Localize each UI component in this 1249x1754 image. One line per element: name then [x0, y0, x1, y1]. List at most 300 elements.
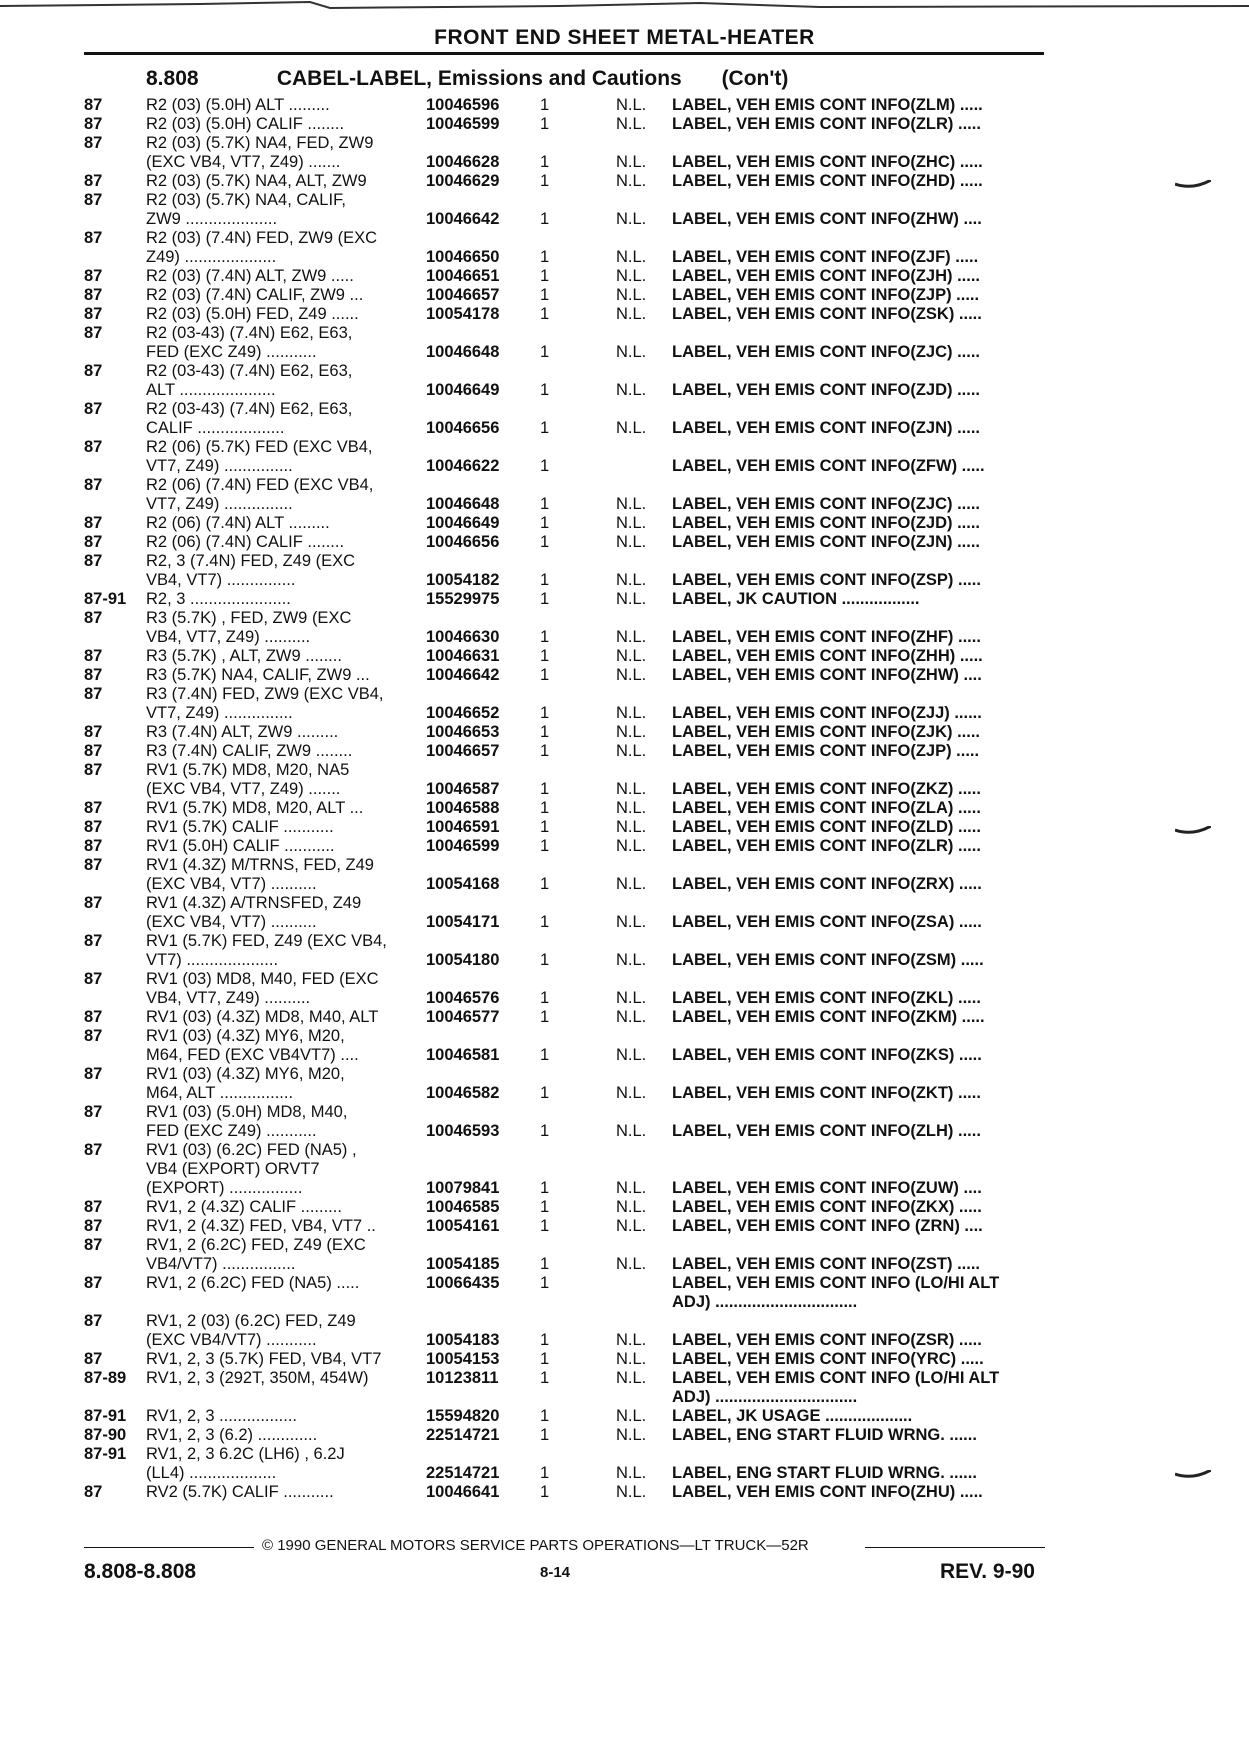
description-cell: ALT ..................... — [146, 381, 276, 399]
parts-row — [0, 970, 1249, 989]
part-name-cell: LABEL, VEH EMIS CONT INFO(ZHW) .... — [672, 666, 982, 684]
parts-row — [0, 818, 1249, 837]
year-cell: 87 — [84, 514, 103, 532]
quantity-cell: 1 — [540, 780, 550, 798]
nl-cell: N.L. — [616, 1217, 647, 1235]
part-name-cell: LABEL, ENG START FLUID WRNG. ...... — [672, 1464, 977, 1482]
parts-row — [0, 875, 1249, 894]
part-name-cell: LABEL, VEH EMIS CONT INFO(ZJP) ..... — [672, 286, 980, 304]
part-name-cell: ADJ) ............................... — [672, 1293, 858, 1311]
section-range: 8.808-8.808 — [84, 1560, 197, 1583]
year-cell: 87 — [84, 191, 103, 209]
description-cell: R2 (03) (7.4N) FED, ZW9 (EXC — [146, 229, 378, 247]
section-cont: (Con't) — [721, 67, 789, 90]
parts-row — [0, 495, 1249, 514]
part-name-cell: LABEL, VEH EMIS CONT INFO(ZLR) ..... — [672, 115, 981, 133]
scan-artifact — [0, 0, 1249, 14]
part-name-cell: LABEL, VEH EMIS CONT INFO(ZKT) ..... — [672, 1084, 981, 1102]
parts-row — [0, 1407, 1249, 1426]
nl-cell: N.L. — [616, 989, 647, 1007]
part-number-cell: 10046649 — [426, 381, 500, 399]
quantity-cell: 1 — [540, 115, 550, 133]
parts-row — [0, 1388, 1249, 1407]
year-cell: 87 — [84, 1274, 103, 1292]
part-number-cell: 10046641 — [426, 1483, 500, 1501]
description-cell: VB4/VT7) ................ — [146, 1255, 296, 1273]
description-cell: RV1 (03) (4.3Z) MY6, M20, — [146, 1027, 345, 1045]
year-cell: 87-91 — [84, 590, 127, 608]
part-number-cell: 10046585 — [426, 1198, 500, 1216]
part-name-cell: LABEL, VEH EMIS CONT INFO(ZHD) ..... — [672, 172, 983, 190]
part-number-cell: 10046587 — [426, 780, 500, 798]
part-number-cell: 10054180 — [426, 951, 500, 969]
description-cell: R2 (06) (7.4N) CALIF ........ — [146, 533, 345, 551]
quantity-cell: 1 — [540, 267, 550, 285]
description-cell: CALIF ................... — [146, 419, 285, 437]
quantity-cell: 1 — [540, 381, 550, 399]
scan-mark — [1175, 1470, 1211, 1480]
nl-cell: N.L. — [616, 1255, 647, 1273]
quantity-cell: 1 — [540, 1217, 550, 1235]
nl-cell: N.L. — [616, 1350, 647, 1368]
part-name-cell: LABEL, VEH EMIS CONT INFO(ZJJ) ...... — [672, 704, 982, 722]
parts-row — [0, 1331, 1249, 1350]
part-number-cell: 10046653 — [426, 723, 500, 741]
part-number-cell: 10046581 — [426, 1046, 500, 1064]
year-cell: 87-91 — [84, 1407, 127, 1425]
parts-row — [0, 1008, 1249, 1027]
parts-row — [0, 172, 1249, 191]
part-number-cell: 10123811 — [426, 1369, 499, 1387]
year-cell: 87 — [84, 267, 103, 285]
quantity-cell: 1 — [540, 210, 550, 228]
part-name-cell: LABEL, JK CAUTION ................. — [672, 590, 920, 608]
parts-row — [0, 609, 1249, 628]
quantity-cell: 1 — [540, 286, 550, 304]
year-cell: 87 — [84, 894, 103, 912]
part-number-cell: 10046599 — [426, 837, 500, 855]
quantity-cell: 1 — [540, 1464, 550, 1482]
quantity-cell: 1 — [540, 1084, 550, 1102]
description-cell: RV1 (03) MD8, M40, FED (EXC — [146, 970, 379, 988]
page-title: FRONT END SHEET METAL-HEATER — [434, 26, 815, 49]
nl-cell: N.L. — [616, 780, 647, 798]
quantity-cell: 1 — [540, 742, 550, 760]
description-cell: R2 (03-43) (7.4N) E62, E63, — [146, 362, 353, 380]
nl-cell: N.L. — [616, 1198, 647, 1216]
parts-row — [0, 1350, 1249, 1369]
parts-row — [0, 913, 1249, 932]
parts-row — [0, 1065, 1249, 1084]
nl-cell: N.L. — [616, 210, 647, 228]
quantity-cell: 1 — [540, 704, 550, 722]
part-number-cell: 10046648 — [426, 495, 500, 513]
nl-cell: N.L. — [616, 742, 647, 760]
description-cell: R3 (7.4N) CALIF, ZW9 ........ — [146, 742, 353, 760]
nl-cell: N.L. — [616, 381, 647, 399]
parts-row — [0, 894, 1249, 913]
parts-row — [0, 1483, 1249, 1502]
part-number-cell: 10046650 — [426, 248, 500, 266]
nl-cell: N.L. — [616, 305, 647, 323]
footer-rule — [84, 1547, 254, 1548]
part-number-cell: 10046588 — [426, 799, 500, 817]
nl-cell: N.L. — [616, 1483, 647, 1501]
part-name-cell: LABEL, VEH EMIS CONT INFO(ZKM) ..... — [672, 1008, 985, 1026]
parts-row — [0, 742, 1249, 761]
year-cell: 87 — [84, 1350, 103, 1368]
description-cell: VT7, Z49) ............... — [146, 704, 293, 722]
nl-cell: N.L. — [616, 723, 647, 741]
part-number-cell: 10046576 — [426, 989, 500, 1007]
year-cell: 87 — [84, 172, 103, 190]
quantity-cell: 1 — [540, 1122, 550, 1140]
part-name-cell: LABEL, VEH EMIS CONT INFO(ZSM) ..... — [672, 951, 984, 969]
parts-row — [0, 248, 1249, 267]
parts-row — [0, 419, 1249, 438]
part-name-cell: LABEL, VEH EMIS CONT INFO(ZSA) ..... — [672, 913, 982, 931]
parts-row — [0, 305, 1249, 324]
part-name-cell: LABEL, VEH EMIS CONT INFO(ZLH) ..... — [672, 1122, 981, 1140]
quantity-cell: 1 — [540, 153, 550, 171]
part-name-cell: LABEL, VEH EMIS CONT INFO(ZJN) ..... — [672, 533, 981, 551]
year-cell: 87 — [84, 723, 103, 741]
nl-cell: N.L. — [616, 1407, 647, 1425]
description-cell: RV1 (03) (5.0H) MD8, M40, — [146, 1103, 348, 1121]
description-cell: (EXC VB4, VT7) .......... — [146, 913, 317, 931]
part-name-cell: LABEL, VEH EMIS CONT INFO (LO/HI ALT — [672, 1369, 1000, 1387]
year-cell: 87 — [84, 134, 103, 152]
parts-row — [0, 1027, 1249, 1046]
description-cell: RV2 (5.7K) CALIF ........... — [146, 1483, 334, 1501]
nl-cell: N.L. — [616, 1369, 647, 1387]
section-number: 8.808 — [146, 67, 199, 90]
nl-cell: N.L. — [616, 533, 647, 551]
part-name-cell: LABEL, VEH EMIS CONT INFO (ZRN) .... — [672, 1217, 983, 1235]
year-cell: 87 — [84, 286, 103, 304]
quantity-cell: 1 — [540, 989, 550, 1007]
description-cell: ZW9 .................... — [146, 210, 278, 228]
nl-cell: N.L. — [616, 1008, 647, 1026]
parts-row — [0, 761, 1249, 780]
parts-row — [0, 476, 1249, 495]
parts-row — [0, 1160, 1249, 1179]
description-cell: RV1, 2 (4.3Z) FED, VB4, VT7 .. — [146, 1217, 376, 1235]
parts-row — [0, 837, 1249, 856]
nl-cell: N.L. — [616, 343, 647, 361]
description-cell: RV1, 2 (4.3Z) CALIF ......... — [146, 1198, 342, 1216]
year-cell: 87 — [84, 362, 103, 380]
parts-row — [0, 1217, 1249, 1236]
nl-cell: N.L. — [616, 818, 647, 836]
parts-row — [0, 438, 1249, 457]
part-number-cell: 10046599 — [426, 115, 500, 133]
year-cell: 87 — [84, 305, 103, 323]
nl-cell: N.L. — [616, 628, 647, 646]
part-number-cell: 15529975 — [426, 590, 500, 608]
year-cell: 87 — [84, 1483, 103, 1501]
parts-list — [0, 96, 1249, 1502]
description-cell: (EXC VB4, VT7) .......... — [146, 875, 317, 893]
year-cell: 87 — [84, 1008, 103, 1026]
part-number-cell: 10046596 — [426, 96, 500, 114]
year-cell: 87 — [84, 1027, 103, 1045]
description-cell: R3 (5.7K) , FED, ZW9 (EXC — [146, 609, 352, 627]
part-name-cell: LABEL, VEH EMIS CONT INFO(ZHH) ..... — [672, 647, 983, 665]
nl-cell: N.L. — [616, 647, 647, 665]
part-number-cell: 10046642 — [426, 210, 500, 228]
part-name-cell: LABEL, VEH EMIS CONT INFO(ZJD) ..... — [672, 381, 981, 399]
parts-row — [0, 324, 1249, 343]
description-cell: RV1, 2, 3 (6.2) ............. — [146, 1426, 318, 1444]
quantity-cell: 1 — [540, 248, 550, 266]
description-cell: R2 (06) (7.4N) FED (EXC VB4, — [146, 476, 374, 494]
quantity-cell: 1 — [540, 1198, 550, 1216]
page-number: 8-14 — [540, 1564, 571, 1581]
quantity-cell: 1 — [540, 96, 550, 114]
part-number-cell: 10054182 — [426, 571, 500, 589]
parts-row — [0, 191, 1249, 210]
part-number-cell: 15594820 — [426, 1407, 500, 1425]
year-cell: 87-90 — [84, 1426, 127, 1444]
part-number-cell: 10046629 — [426, 172, 500, 190]
description-cell: RV1, 2, 3 (5.7K) FED, VB4, VT7 — [146, 1350, 382, 1368]
part-name-cell: LABEL, VEH EMIS CONT INFO(ZJP) ..... — [672, 742, 980, 760]
parts-row — [0, 1445, 1249, 1464]
description-cell: R2 (03) (5.0H) CALIF ........ — [146, 115, 345, 133]
quantity-cell: 1 — [540, 533, 550, 551]
parts-row — [0, 856, 1249, 875]
part-number-cell: 10046649 — [426, 514, 500, 532]
part-name-cell: LABEL, VEH EMIS CONT INFO(ZUW) .... — [672, 1179, 982, 1197]
description-cell: R2 (03) (5.7K) NA4, FED, ZW9 — [146, 134, 374, 152]
parts-row — [0, 115, 1249, 134]
parts-row — [0, 1198, 1249, 1217]
nl-cell: N.L. — [616, 172, 647, 190]
quantity-cell: 1 — [540, 818, 550, 836]
part-name-cell: LABEL, VEH EMIS CONT INFO(ZRX) ..... — [672, 875, 982, 893]
quantity-cell: 1 — [540, 951, 550, 969]
quantity-cell: 1 — [540, 1426, 550, 1444]
part-number-cell: 10046628 — [426, 153, 500, 171]
quantity-cell: 1 — [540, 1350, 550, 1368]
nl-cell: N.L. — [616, 704, 647, 722]
nl-cell: N.L. — [616, 590, 647, 608]
description-cell: VB4, VT7, Z49) .......... — [146, 989, 311, 1007]
part-name-cell: LABEL, VEH EMIS CONT INFO(ZFW) ..... — [672, 457, 985, 475]
description-cell: RV1, 2 (6.2C) FED, Z49 (EXC — [146, 1236, 366, 1254]
part-name-cell: LABEL, VEH EMIS CONT INFO(ZJK) ..... — [672, 723, 981, 741]
parts-row — [0, 1084, 1249, 1103]
quantity-cell: 1 — [540, 1483, 550, 1501]
quantity-cell: 1 — [540, 875, 550, 893]
quantity-cell: 1 — [540, 799, 550, 817]
description-cell: FED (EXC Z49) ........... — [146, 343, 317, 361]
quantity-cell: 1 — [540, 628, 550, 646]
year-cell: 87 — [84, 476, 103, 494]
year-cell: 87 — [84, 324, 103, 342]
description-cell: VT7, Z49) ............... — [146, 495, 293, 513]
year-cell: 87 — [84, 1198, 103, 1216]
part-name-cell: LABEL, VEH EMIS CONT INFO(ZJF) ..... — [672, 248, 979, 266]
nl-cell: N.L. — [616, 286, 647, 304]
year-cell: 87 — [84, 1312, 103, 1330]
part-name-cell: LABEL, VEH EMIS CONT INFO(ZLA) ..... — [672, 799, 981, 817]
parts-row — [0, 647, 1249, 666]
description-cell: R2 (03) (7.4N) CALIF, ZW9 ... — [146, 286, 364, 304]
description-cell: VB4 (EXPORT) ORVT7 — [146, 1160, 320, 1178]
description-cell: R3 (5.7K) , ALT, ZW9 ........ — [146, 647, 342, 665]
description-cell: VB4, VT7, Z49) .......... — [146, 628, 311, 646]
quantity-cell: 1 — [540, 1407, 550, 1425]
part-number-cell: 10046656 — [426, 419, 500, 437]
part-number-cell: 10046593 — [426, 1122, 500, 1140]
year-cell: 87 — [84, 685, 103, 703]
parts-row — [0, 590, 1249, 609]
nl-cell: N.L. — [616, 115, 647, 133]
description-cell: RV1 (03) (4.3Z) MD8, M40, ALT — [146, 1008, 379, 1026]
parts-row — [0, 267, 1249, 286]
parts-row — [0, 153, 1249, 172]
year-cell: 87 — [84, 818, 103, 836]
parts-row — [0, 286, 1249, 305]
description-cell: VB4, VT7) ............... — [146, 571, 296, 589]
nl-cell: N.L. — [616, 514, 647, 532]
quantity-cell: 1 — [540, 1008, 550, 1026]
footer-rule — [865, 1547, 1045, 1548]
part-name-cell: LABEL, VEH EMIS CONT INFO(ZSR) ..... — [672, 1331, 982, 1349]
parts-row — [0, 400, 1249, 419]
part-number-cell: 10046652 — [426, 704, 500, 722]
description-cell: R2 (03) (5.0H) FED, Z49 ...... — [146, 305, 359, 323]
description-cell: RV1 (5.7K) CALIF ........... — [146, 818, 334, 836]
nl-cell: N.L. — [616, 1331, 647, 1349]
section-header — [146, 67, 788, 91]
parts-row — [0, 1274, 1249, 1293]
parts-row — [0, 1312, 1249, 1331]
part-name-cell: LABEL, VEH EMIS CONT INFO(YRC) ..... — [672, 1350, 984, 1368]
quantity-cell: 1 — [540, 1255, 550, 1273]
year-cell: 87 — [84, 1236, 103, 1254]
part-name-cell: LABEL, VEH EMIS CONT INFO(ZHF) ..... — [672, 628, 981, 646]
quantity-cell: 1 — [540, 723, 550, 741]
description-cell: R2 (06) (7.4N) ALT ......... — [146, 514, 330, 532]
year-cell: 87 — [84, 970, 103, 988]
year-cell: 87 — [84, 1141, 103, 1159]
description-cell: R2 (03) (7.4N) ALT, ZW9 ..... — [146, 267, 354, 285]
description-cell: RV1, 2 (03) (6.2C) FED, Z49 — [146, 1312, 356, 1330]
parts-row — [0, 1122, 1249, 1141]
year-cell: 87-89 — [84, 1369, 127, 1387]
part-name-cell: LABEL, VEH EMIS CONT INFO(ZKX) ..... — [672, 1198, 982, 1216]
description-cell: R2 (03-43) (7.4N) E62, E63, — [146, 400, 353, 418]
year-cell: 87 — [84, 647, 103, 665]
description-cell: R2, 3 ...................... — [146, 590, 291, 608]
year-cell: 87 — [84, 761, 103, 779]
description-cell: R2 (06) (5.7K) FED (EXC VB4, — [146, 438, 373, 456]
nl-cell: N.L. — [616, 875, 647, 893]
year-cell: 87 — [84, 533, 103, 551]
part-number-cell: 10054183 — [426, 1331, 500, 1349]
parts-row — [0, 780, 1249, 799]
year-cell: 87 — [84, 552, 103, 570]
part-name-cell: LABEL, VEH EMIS CONT INFO(ZLM) ..... — [672, 96, 983, 114]
year-cell: 87 — [84, 400, 103, 418]
part-name-cell: LABEL, VEH EMIS CONT INFO (LO/HI ALT — [672, 1274, 1000, 1292]
quantity-cell: 1 — [540, 647, 550, 665]
nl-cell: N.L. — [616, 1464, 647, 1482]
quantity-cell: 1 — [540, 837, 550, 855]
description-cell: R2 (03-43) (7.4N) E62, E63, — [146, 324, 353, 342]
year-cell: 87 — [84, 1217, 103, 1235]
description-cell: R2 (03) (5.7K) NA4, CALIF, — [146, 191, 346, 209]
part-number-cell: 22514721 — [426, 1464, 500, 1482]
description-cell: RV1, 2, 3 ................. — [146, 1407, 298, 1425]
quantity-cell: 1 — [540, 343, 550, 361]
nl-cell: N.L. — [616, 1046, 647, 1064]
nl-cell: N.L. — [616, 1179, 647, 1197]
description-cell: RV1 (03) (6.2C) FED (NA5) , — [146, 1141, 357, 1159]
parts-row — [0, 1179, 1249, 1198]
quantity-cell: 1 — [540, 1179, 550, 1197]
parts-row — [0, 1464, 1249, 1483]
part-number-cell: 10054171 — [426, 913, 500, 931]
description-cell: R3 (7.4N) FED, ZW9 (EXC VB4, — [146, 685, 384, 703]
description-cell: (EXC VB4/VT7) ........... — [146, 1331, 317, 1349]
description-cell: (EXC VB4, VT7, Z49) ....... — [146, 153, 341, 171]
title-rule — [84, 52, 1044, 55]
nl-cell: N.L. — [616, 495, 647, 513]
part-number-cell: 10046642 — [426, 666, 500, 684]
description-cell: M64, FED (EXC VB4VT7) .... — [146, 1046, 359, 1064]
part-name-cell: LABEL, VEH EMIS CONT INFO(ZJC) ..... — [672, 343, 981, 361]
part-name-cell: LABEL, VEH EMIS CONT INFO(ZLD) ..... — [672, 818, 981, 836]
part-number-cell: 10046648 — [426, 343, 500, 361]
nl-cell: N.L. — [616, 666, 647, 684]
parts-row — [0, 723, 1249, 742]
nl-cell: N.L. — [616, 248, 647, 266]
description-cell: RV1 (03) (4.3Z) MY6, M20, — [146, 1065, 345, 1083]
description-cell: R3 (5.7K) NA4, CALIF, ZW9 ... — [146, 666, 370, 684]
description-cell: R2, 3 (7.4N) FED, Z49 (EXC — [146, 552, 356, 570]
quantity-cell: 1 — [540, 571, 550, 589]
description-cell: (EXPORT) ................ — [146, 1179, 303, 1197]
part-number-cell: 10046651 — [426, 267, 500, 285]
parts-row — [0, 932, 1249, 951]
revision-label: REV. 9-90 — [940, 1560, 1035, 1583]
description-cell: RV1 (5.7K) FED, Z49 (EXC VB4, — [146, 932, 387, 950]
copyright-text: © 1990 GENERAL MOTORS SERVICE PARTS OPERATIONS—LT TRUCK—52R — [262, 1537, 809, 1554]
parts-row — [0, 571, 1249, 590]
year-cell: 87 — [84, 932, 103, 950]
parts-row — [0, 381, 1249, 400]
part-number-cell: 10079841 — [426, 1179, 500, 1197]
nl-cell: N.L. — [616, 1122, 647, 1140]
description-cell: RV1 (5.7K) MD8, M20, NA5 — [146, 761, 350, 779]
nl-cell: N.L. — [616, 799, 647, 817]
part-number-cell: 10046656 — [426, 533, 500, 551]
part-name-cell: LABEL, VEH EMIS CONT INFO(ZJC) ..... — [672, 495, 981, 513]
parts-row — [0, 1236, 1249, 1255]
part-name-cell: LABEL, VEH EMIS CONT INFO(ZSP) ..... — [672, 571, 981, 589]
year-cell: 87 — [84, 96, 103, 114]
part-name-cell: LABEL, VEH EMIS CONT INFO(ZST) ..... — [672, 1255, 980, 1273]
description-cell: FED (EXC Z49) ........... — [146, 1122, 317, 1140]
quantity-cell: 1 — [540, 1369, 550, 1387]
part-number-cell: 10054178 — [426, 305, 500, 323]
part-name-cell: ADJ) ............................... — [672, 1388, 858, 1406]
parts-row — [0, 1369, 1249, 1388]
